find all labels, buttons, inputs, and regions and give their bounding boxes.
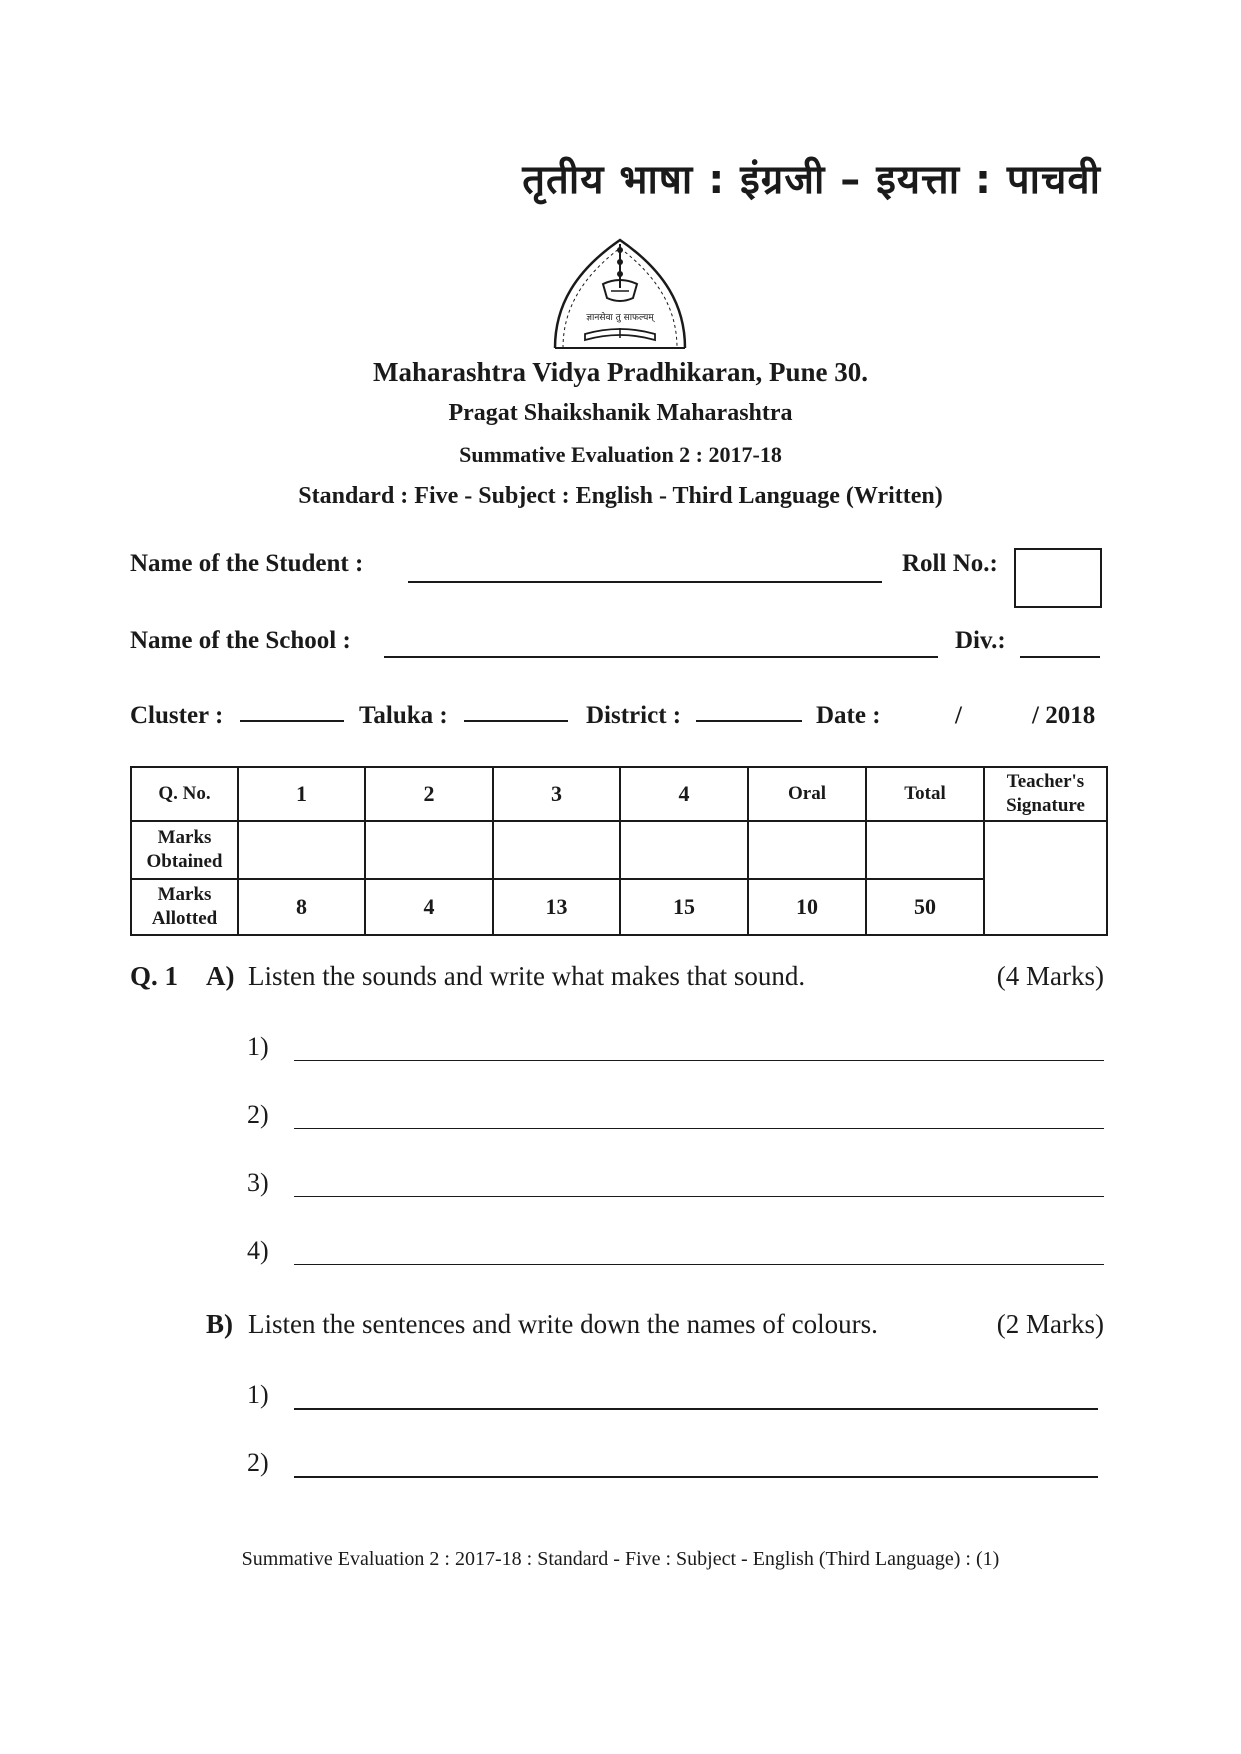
hindi-title: तृतीय भाषा : इंग्रजी – इयत्ता : पाचवी <box>522 157 1101 203</box>
obtained-cell-q4[interactable] <box>620 821 748 879</box>
question-a-marks: (4 Marks) <box>996 961 1104 991</box>
student-name-field[interactable] <box>408 581 882 583</box>
obtained-cell-oral[interactable] <box>748 821 866 879</box>
question-a-text: Listen the sounds and write what makes that sound. <box>248 961 806 991</box>
obtained-cell-q1[interactable] <box>238 821 365 879</box>
district-field[interactable] <box>696 720 802 722</box>
table-row-obtained <box>131 821 1107 879</box>
allotted-cell-total: 50 <box>866 879 984 935</box>
header-cell-q4: 4 <box>620 767 748 821</box>
roll-number-box[interactable] <box>1014 548 1102 608</box>
scheme-name: Pragat Shaikshanik Maharashtra <box>448 400 793 426</box>
answer-a-number-3: 3) <box>247 1168 269 1197</box>
answer-a-number-2: 2) <box>247 1100 269 1129</box>
question-b-text: Listen the sentences and write down the names of colours. <box>248 1309 878 1339</box>
allotted-cell-q1: 8 <box>238 879 365 935</box>
evaluation-title: Summative Evaluation 2 : 2017-18 <box>459 442 782 467</box>
cluster-label: Cluster : <box>130 702 224 729</box>
district-label: District : <box>586 702 682 729</box>
standard-subject-line: Standard : Five - Subject : English - Third Language (Written) <box>298 483 943 509</box>
header-cell-total: Total <box>866 767 984 821</box>
question-number: Q. 1 <box>130 961 179 991</box>
answer-a-number-1: 1) <box>247 1032 269 1061</box>
answer-b-number-2: 2) <box>247 1448 269 1477</box>
cluster-field[interactable] <box>240 720 344 722</box>
page-footer: Summative Evaluation 2 : 2017-18 : Standard - Five : Subject - English (Third Language) : (1) <box>241 1548 1000 1570</box>
student-name-label: Name of the Student : <box>130 550 364 577</box>
answer-a-line-1[interactable] <box>294 1060 1104 1061</box>
division-label: Div.: <box>955 627 1006 654</box>
answer-a-line-2[interactable] <box>294 1128 1104 1129</box>
answer-b-line-2[interactable] <box>294 1476 1098 1478</box>
allotted-cell-q3: 13 <box>493 879 620 935</box>
obtained-cell-q3[interactable] <box>493 821 620 879</box>
taluka-label: Taluka : <box>359 702 448 729</box>
allotted-cell-oral: 10 <box>748 879 866 935</box>
header-cell-q3: 3 <box>493 767 620 821</box>
emblem-logo <box>545 236 695 356</box>
taluka-field[interactable] <box>464 720 568 722</box>
answer-b-number-1: 1) <box>247 1380 269 1409</box>
table-row-header <box>131 767 1107 821</box>
allotted-cell-q4: 15 <box>620 879 748 935</box>
teacher-signature-cell[interactable] <box>984 821 1107 935</box>
answer-b-line-1[interactable] <box>294 1408 1098 1410</box>
logo-motto: ज्ञानसेवा तु साफल्यम् <box>586 313 654 323</box>
obtained-cell-total[interactable] <box>866 821 984 879</box>
question-b-label: B) <box>206 1309 233 1339</box>
roll-number-label: Roll No.: <box>902 550 998 577</box>
header-cell-q1: 1 <box>238 767 365 821</box>
school-name-label: Name of the School : <box>130 627 351 654</box>
marks-obtained-label: Marks Obtained <box>131 821 238 879</box>
allotted-cell-q2: 4 <box>365 879 493 935</box>
date-year: / 2018 <box>1032 702 1096 729</box>
marks-allotted-label: Marks Allotted <box>131 879 238 935</box>
marks-table <box>130 766 1108 936</box>
header-cell-oral: Oral <box>748 767 866 821</box>
header-cell-qno: Q. No. <box>131 767 238 821</box>
table-row-allotted <box>131 879 1107 935</box>
question-b-marks: (2 Marks) <box>996 1309 1104 1339</box>
date-separator: / <box>955 702 962 729</box>
date-label: Date : <box>816 702 881 729</box>
answer-a-line-3[interactable] <box>294 1196 1104 1197</box>
school-name-field[interactable] <box>384 656 938 658</box>
organization-name: Maharashtra Vidya Pradhikaran, Pune 30. <box>372 357 869 387</box>
header-cell-teacher-signature: Teacher's Signature <box>984 767 1107 821</box>
question-a-label: A) <box>206 961 235 991</box>
answer-a-line-4[interactable] <box>294 1264 1104 1265</box>
answer-a-number-4: 4) <box>247 1236 269 1265</box>
header-cell-q2: 2 <box>365 767 493 821</box>
division-field[interactable] <box>1020 656 1100 658</box>
obtained-cell-q2[interactable] <box>365 821 493 879</box>
